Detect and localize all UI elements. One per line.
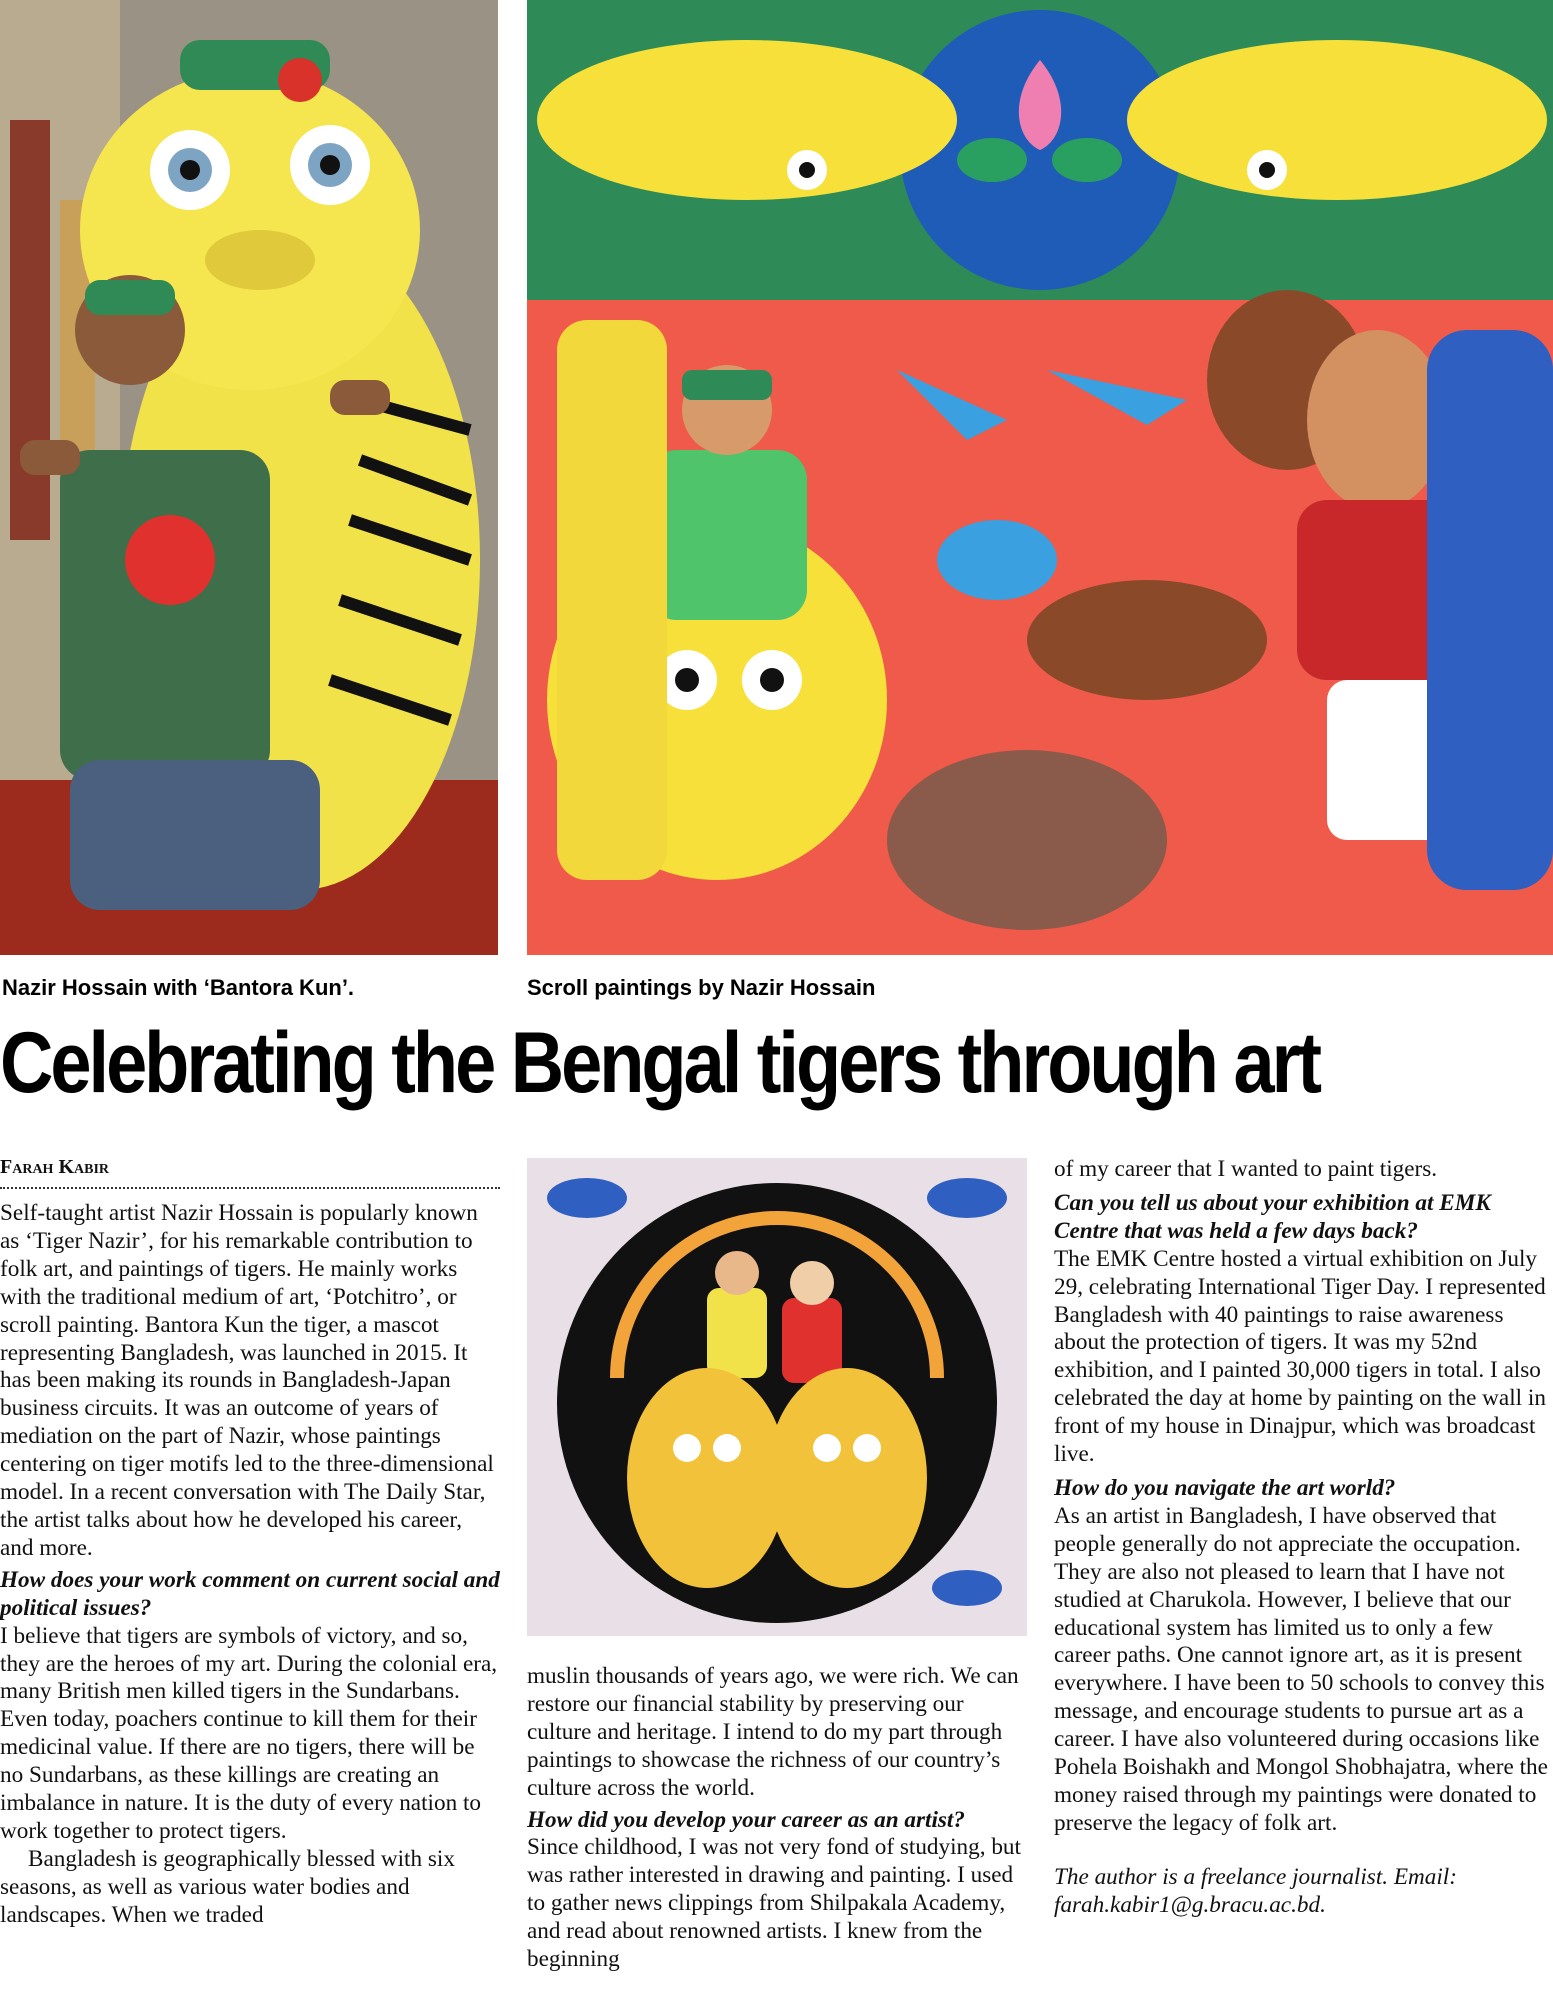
question-4: How do you navigate the art world? (1054, 1474, 1396, 1501)
intro-paragraph: Self-taught artist Nazir Hossain is popularly known as ‘Tiger Nazir’, for his remarkable contribution to folk art, and paintings of tigers. He mainly works with the traditional medium of art, ‘Potchitro’, or scroll painting. Bantora Kun the tiger, a mascot representing Bangladesh, was launched in 2015. It has been making its rounds in Bangladesh-Japan business circuits. It was an outcome of years of mediation on the part of Nazir, whose paintings centering on tiger motifs led to the three-dimensional model. In a recent conversation with The Daily Star, the artist talks about how he developed his career, and more. (0, 1200, 494, 1561)
column-3 (1054, 1156, 1553, 1920)
answer-4: As an artist in Bangladesh, I have observed that people generally do not appreciate the occupation. They are also not pleased to learn that I have not studied at Charukola. However, I believe that our educational system has limited us to only a few career paths. One cannot ignore art, as it is present everywhere. I have been to 50 schools to convey this message, and encourage students to pursue art as a career. I have also volunteered during occasions like Pohela Boishakh and Mongol Shobhajatra, where the money raised through my paintings were donated to preserve the legacy of folk art. (1054, 1502, 1548, 1836)
author-note: The author is a freelance journalist. Email: farah.kabir1@g.bracu.ac.bd. (1054, 1863, 1457, 1918)
mascot-photo-illustration (0, 0, 498, 955)
answer-1-continued: Bangladesh is geographically blessed with six seasons, as well as various water bodies and landscapes. When we traded (0, 1845, 455, 1928)
byline: Farah Kabir (0, 1156, 500, 1189)
caption-left: Nazir Hossain with ‘Bantora Kun’. (2, 975, 355, 1000)
photo-scroll-painting (527, 0, 1553, 955)
question-1: How does your work comment on current social and political issues? (0, 1566, 500, 1621)
question-3: Can you tell us about your exhibition at EMK Centre that was held a few days back? (1054, 1189, 1491, 1244)
question-2: How did you develop your career as an artist? (527, 1806, 965, 1833)
column-2 (527, 1663, 1027, 1974)
answer-1: I believe that tigers are symbols of victory, and so, they are the heroes of my art. During the colonial era, many British men killed tigers in the Sundarbans. Even today, poachers continue to kill them for their medicinal value. If there are no tigers, there will be no Sundarbans, as these killings are creating an imbalance in nature. It is the duty of every nation to work together to protect tigers. (0, 1622, 498, 1844)
photo-tiger-painting (527, 1158, 1027, 1636)
photo-nazir-with-mascot (0, 0, 498, 955)
answer-3: The EMK Centre hosted a virtual exhibition on July 29, celebrating International Tiger Day. I represented Bangladesh with 40 paintings to raise awareness about the protection of tigers. It was my 52nd exhibition, and I painted 30,000 tigers in total. I also celebrated the day at home by painting on the wall in front of my house in Dinajpur, which was broadcast live. (1054, 1245, 1546, 1468)
caption-right: Scroll paintings by Nazir Hossain (527, 975, 876, 1000)
answer-1-continued-2: muslin thousands of years ago, we were rich. We can restore our financial stability by preserving our culture and heritage. I intend to do my part through paintings to showcase the richness of our country’s culture across the world. (527, 1663, 1019, 1801)
headline: Celebrating the Bengal tigers through art (0, 1015, 1319, 1111)
answer-2: Since childhood, I was not very fond of studying, but was rather interested in drawing and painting. I used to gather news clippings from Shilpakala Academy, and read about renowned artists. I knew from the beginning (527, 1834, 1021, 1973)
scroll-painting-illustration (527, 0, 1553, 955)
tiger-painting-illustration (527, 1158, 1027, 1636)
column-1 (0, 1200, 500, 1930)
answer-2-continued: of my career that I wanted to paint tigers. (1054, 1156, 1438, 1182)
